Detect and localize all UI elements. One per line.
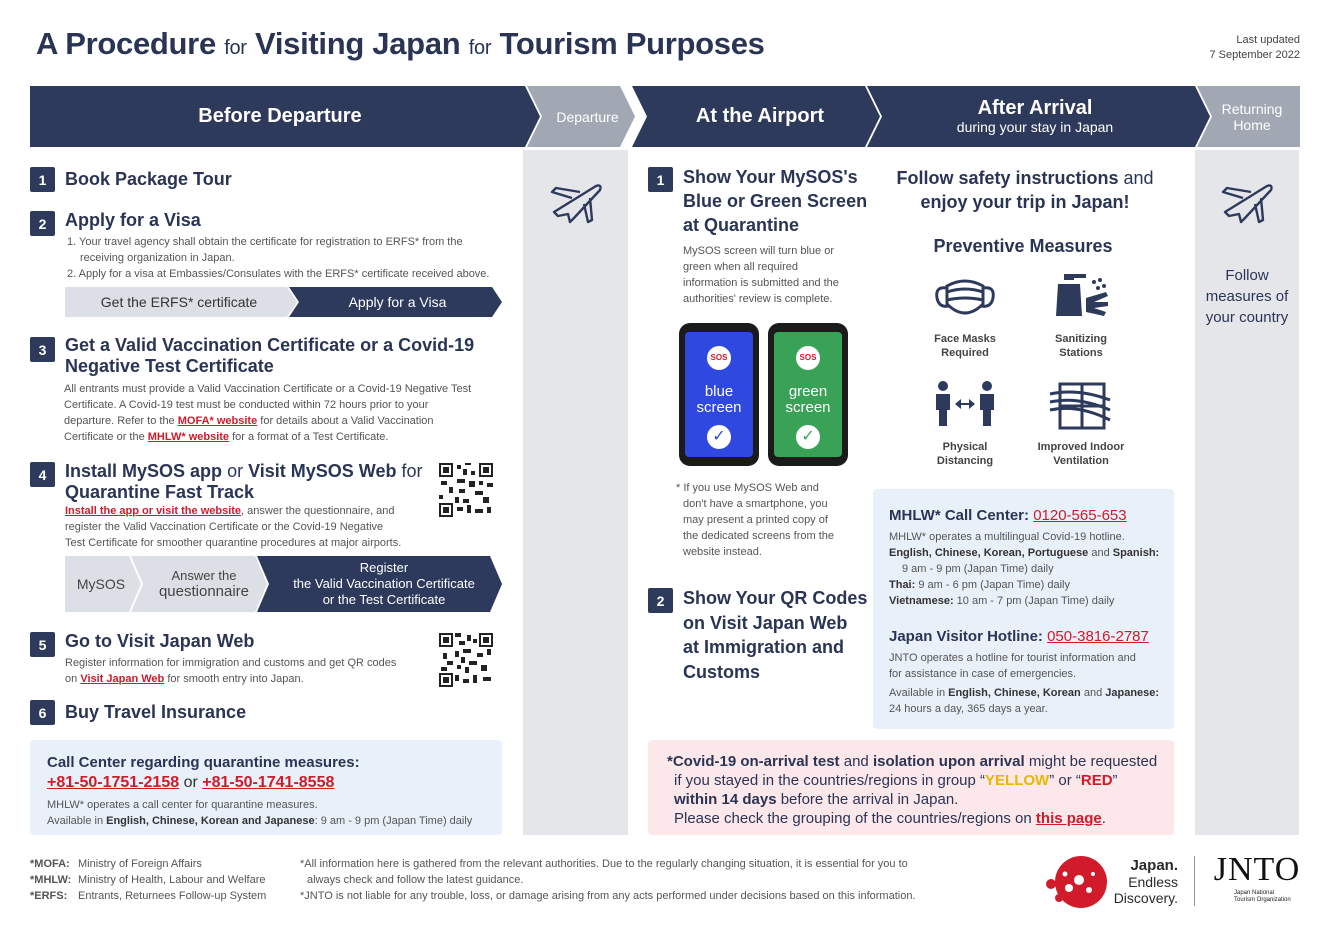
step-title [65, 335, 474, 377]
text-line: measures of [1205, 288, 1289, 305]
disclaimer [300, 856, 916, 904]
sos-icon: SOS [707, 346, 731, 370]
text-part: and [1083, 687, 1103, 699]
title-line: Show Your MySOS's [683, 167, 858, 187]
text-line: 1. Your travel agency shall obtain the certificate for registration to ERFS* from the [67, 236, 463, 248]
text-line: JNTO operates a hotline for tourist information and [889, 652, 1136, 664]
text-part: . [1101, 810, 1106, 827]
text-part: and [1123, 168, 1154, 188]
japan-brand-text [1100, 858, 1178, 906]
airplane-icon [548, 178, 604, 226]
label-line: Ventilation [1053, 455, 1109, 467]
preventive-measures-title: Preventive Measures [933, 236, 1113, 256]
text-part: might be requested [1028, 753, 1158, 770]
text-line: website instead. [683, 546, 762, 558]
step-title: Book Package Tour [65, 169, 232, 189]
label-line: Distancing [936, 455, 994, 467]
text-part: : 9 am - 9 pm (Japan Time) daily [314, 815, 473, 827]
languages: English, Chinese, Korean, Portuguese [889, 547, 1089, 559]
jvh-phone[interactable]: 050-3816-2787 [1047, 628, 1149, 645]
text-part: on [65, 673, 78, 685]
phase-airport-label: At the Airport [695, 105, 825, 127]
phase-departure-label: Departure [556, 108, 619, 125]
text-line: don't have a smartphone, you [683, 498, 828, 510]
languages: Japanese: [1105, 687, 1160, 699]
text-line: *All information here is gathered from the relevant authorities. Due to the regularly changing situation, it is essential for you to [300, 858, 908, 870]
text-line: receiving organization in Japan. [80, 252, 235, 264]
step-number: 2 [648, 588, 673, 613]
jnto-sub: Tourism Organization [1234, 897, 1291, 903]
abbr-value: Ministry of Health, Labour and Welfare [78, 874, 266, 886]
check-icon: ✓ [707, 425, 731, 449]
after-subtitle: during your stay in Japan [956, 119, 1114, 135]
step-register-certificate [270, 556, 498, 612]
grouping-page-link[interactable]: this page [1035, 810, 1102, 827]
returning-column [1195, 150, 1299, 835]
text-part: for a format of a Test Certificate. [232, 431, 389, 443]
title-part: A Procedure [36, 26, 216, 61]
step-line: Answer the [171, 568, 237, 583]
step-apply-visa: Apply for a Visa [348, 294, 447, 310]
text-line: your country [1205, 309, 1289, 326]
phone-screen [774, 332, 842, 457]
label-line: Sanitizing [1055, 333, 1107, 345]
step-number: 2 [30, 211, 55, 236]
jnto-sub: Japan National [1234, 890, 1275, 896]
blue-screen-phone [679, 323, 759, 466]
mhlw-phone[interactable]: 0120-565-653 [1033, 507, 1127, 524]
abbr-key: *MOFA: [30, 858, 70, 870]
text-line: always check and follow the latest guidance. [307, 874, 524, 886]
call-phone-1[interactable]: +81-50-1751-2158 [47, 774, 180, 791]
text-part: if you stayed in the countries/regions in group “ [674, 772, 986, 789]
text-line: Register information for immigration and customs and get QR codes [65, 657, 397, 669]
text-part: within 14 days [674, 791, 777, 808]
step-text [65, 655, 396, 687]
languages: Thai: [889, 579, 916, 591]
title-line: Get a Valid Vaccination Certificate or a Covid-19 [65, 335, 475, 355]
mysos-web-note [676, 480, 834, 560]
languages: Vietnamese: [889, 595, 954, 607]
title-line: on Visit Japan Web [683, 612, 848, 633]
covid-test-notice [648, 740, 1174, 835]
languages: Spanish: [1112, 547, 1160, 559]
text-part: *Covid-19 on-arrival test [667, 753, 840, 770]
physical-distancing-label [915, 440, 1015, 468]
title-part: for [468, 37, 492, 59]
title-part: Tourism Purposes [499, 26, 765, 61]
text-line: enjoy your trip in Japan! [920, 192, 1130, 212]
jnto-wordmark: JNTO [1213, 851, 1301, 888]
abbr-key: *MHLW: [30, 874, 72, 886]
step-title [65, 461, 423, 503]
green-screen-phone [768, 323, 848, 466]
face-mask-icon [933, 268, 997, 328]
mofa-website-link[interactable]: MOFA* website [177, 415, 258, 427]
label-line: Improved Indoor [1037, 441, 1125, 453]
physical-distancing-icon [933, 380, 997, 430]
step-line: or the Test Certificate [322, 592, 446, 607]
text-line: register the Valid Vaccination Certificate or the Covid-19 Negative [65, 521, 384, 533]
text-line: authorities' review is complete. [683, 293, 833, 305]
title-line: Quarantine Fast Track [65, 482, 255, 502]
step-text [683, 243, 839, 307]
phase-returning-label: Returning Home [1221, 100, 1283, 133]
text-part: before the arrival in Japan. [780, 791, 959, 808]
title-part: for [401, 461, 423, 481]
text-part: Follow safety instructions [896, 168, 1119, 188]
step-title: Apply for a Visa [65, 210, 201, 230]
screen-label: screen [785, 399, 831, 416]
text-line: *JNTO is not liable for any trouble, loss, or damage arising from any acts performed under decisions based on this information. [300, 890, 916, 902]
visitor-hotline-heading [889, 628, 1149, 645]
step-mysos: MySOS [76, 576, 126, 592]
brand-line: Japan. [1130, 857, 1178, 874]
jnto-logo [1212, 850, 1302, 904]
abbr-value: Ministry of Foreign Affairs [78, 858, 202, 870]
returning-text [1195, 265, 1299, 328]
text-part: ” [1112, 772, 1118, 789]
title-part: Install MySOS app [65, 461, 223, 481]
title-line: at Immigration and [683, 637, 845, 657]
step-number: 6 [30, 700, 55, 725]
text-line: information is submitted and the [683, 277, 839, 289]
visit-japan-web-qr-code[interactable] [439, 633, 493, 687]
step-number: 1 [30, 167, 55, 192]
text-part: ” or “ [1049, 772, 1081, 789]
label-line: Stations [1059, 347, 1103, 359]
text-line: for assistance in case of emergencies. [889, 668, 1077, 680]
yellow-group: YELLOW [985, 772, 1050, 789]
step-text [64, 381, 471, 445]
hotlines-box [873, 489, 1174, 729]
title-line: at Quarantine [683, 215, 800, 235]
title-line: Negative Test Certificate [65, 356, 274, 376]
title-line: Show Your QR Codes [683, 588, 868, 608]
text-line: the dedicated screens from the [683, 530, 835, 542]
ventilation-icon [1048, 380, 1114, 432]
text-part: and [1091, 547, 1110, 559]
text-line: green when all required [683, 261, 798, 273]
mhlw-label: MHLW* Call Center: [889, 507, 1030, 524]
screen-label: green [788, 383, 828, 400]
title-line: Customs [683, 661, 761, 682]
text-line: Follow [1225, 267, 1269, 284]
text-line: MHLW* operates a call center for quarantine measures. [47, 799, 318, 811]
step-title [683, 586, 867, 684]
text-line: may present a printed copy of [683, 514, 828, 526]
red-group: RED [1080, 772, 1113, 789]
step-get-erfs: Get the ERFS* certificate [100, 294, 258, 310]
phone-screen [685, 332, 753, 457]
visit-japan-web-link[interactable]: Visit Japan Web [80, 673, 165, 685]
airplane-icon [1219, 178, 1275, 226]
mhlw-website-link[interactable]: MHLW* website [147, 431, 230, 443]
install-app-link[interactable]: Install the app or visit the website [65, 505, 242, 517]
text-part: for smooth entry into Japan. [167, 673, 304, 685]
text-part: Available in [889, 687, 946, 699]
text-part: 10 am - 7 pm (Japan Time) daily [956, 595, 1115, 607]
abbr-value: Entrants, Returnees Follow-up System [78, 890, 267, 902]
step-title: Go to Visit Japan Web [65, 631, 255, 651]
abbreviations [30, 856, 266, 904]
call-center-title: Call Center regarding quarantine measures: [47, 754, 360, 771]
check-icon: ✓ [796, 425, 820, 449]
text-line: 24 hours a day, 365 days a year. [889, 703, 1048, 715]
text-line: MHLW* operates a multilingual Covid-19 hotline. [889, 531, 1125, 543]
text-line: Test Certificate for smoother quarantine procedures at major airports. [65, 537, 402, 549]
step-title: Buy Travel Insurance [65, 702, 247, 722]
title-part: Visit MySOS Web [248, 461, 397, 481]
brand-line: Endless [1128, 874, 1178, 890]
step-number: 5 [30, 632, 55, 657]
text-part: for details about a Valid Vaccination [260, 415, 434, 427]
updated-label: Last updated [1236, 34, 1300, 46]
step-number: 1 [648, 167, 673, 192]
phase-before-label: Before Departure [198, 105, 362, 127]
text-part: Available in [47, 815, 104, 827]
step-answer-questionnaire [145, 556, 263, 612]
title-part: or [227, 461, 244, 481]
sanitizing-label [1031, 332, 1131, 360]
text-part: , answer the questionnaire, and [241, 505, 395, 517]
ventilation-label [1024, 440, 1138, 468]
label-line: Physical [942, 441, 988, 453]
text-part: departure. Refer to the [64, 415, 175, 427]
follow-safety-heading [885, 166, 1165, 214]
text-line: * If you use MySOS Web and [676, 482, 819, 494]
screen-label: blue [704, 383, 734, 400]
text-line: 2. Apply for a visa at Embassies/Consulates with the ERFS* certificate received above. [67, 268, 490, 280]
abbr-key: *ERFS: [30, 890, 68, 902]
sanitizer-icon [1050, 268, 1114, 328]
label-line: Face Masks [934, 333, 996, 345]
step-text [67, 234, 489, 282]
languages: English, Chinese, Korean and Japanese [106, 815, 315, 827]
or-text: or [183, 774, 198, 791]
text-line: All entrants must provide a Valid Vaccination Certificate or a Covid-19 Negative Test [64, 383, 472, 395]
last-updated [1209, 33, 1300, 63]
step-line: the Valid Vaccination Certificate [293, 576, 475, 591]
call-phone-2[interactable]: +81-50-1741-8558 [202, 774, 335, 791]
phase-after-label [885, 86, 1185, 147]
text-part: Certificate or the [64, 431, 145, 443]
text-line: Certificate. A Covid-19 test must be conducted within 72 hours prior to your [64, 399, 429, 411]
updated-date: 7 September 2022 [1209, 49, 1300, 61]
face-masks-label [915, 332, 1015, 360]
text-part: and [843, 753, 869, 770]
label-line: Required [941, 347, 989, 359]
step-number: 3 [30, 337, 55, 362]
jvh-label: Japan Visitor Hotline: [889, 628, 1043, 645]
step-text [65, 503, 401, 551]
step-line: Register [359, 560, 409, 575]
title-part: for [224, 37, 247, 59]
text-part: 9 am - 6 pm (Japan Time) daily [918, 579, 1070, 591]
mysos-qr-code[interactable] [439, 463, 493, 517]
text-part: isolation upon arrival [872, 753, 1025, 770]
title-line: Blue or Green Screen [683, 191, 868, 211]
languages: English, Chinese, Korean [948, 687, 1081, 699]
logo-divider [1194, 856, 1195, 906]
after-title: After Arrival [977, 97, 1093, 119]
step-line: questionnaire [158, 583, 250, 600]
screen-label: screen [696, 399, 742, 416]
page-title [36, 26, 765, 62]
quarantine-call-center-box [30, 740, 502, 835]
text-line: 9 am - 9 pm (Japan Time) daily [902, 563, 1054, 575]
text-line: MySOS screen will turn blue or [683, 245, 834, 257]
text-part: Please check the grouping of the countries/regions on [674, 810, 1032, 827]
step-title [683, 165, 867, 237]
sos-icon: SOS [796, 346, 820, 370]
mhlw-call-center-heading [889, 507, 1127, 524]
brand-line: Discovery. [1113, 890, 1178, 906]
step-number: 4 [30, 462, 55, 487]
departure-column [523, 150, 628, 835]
title-part: Visiting Japan [255, 26, 461, 61]
